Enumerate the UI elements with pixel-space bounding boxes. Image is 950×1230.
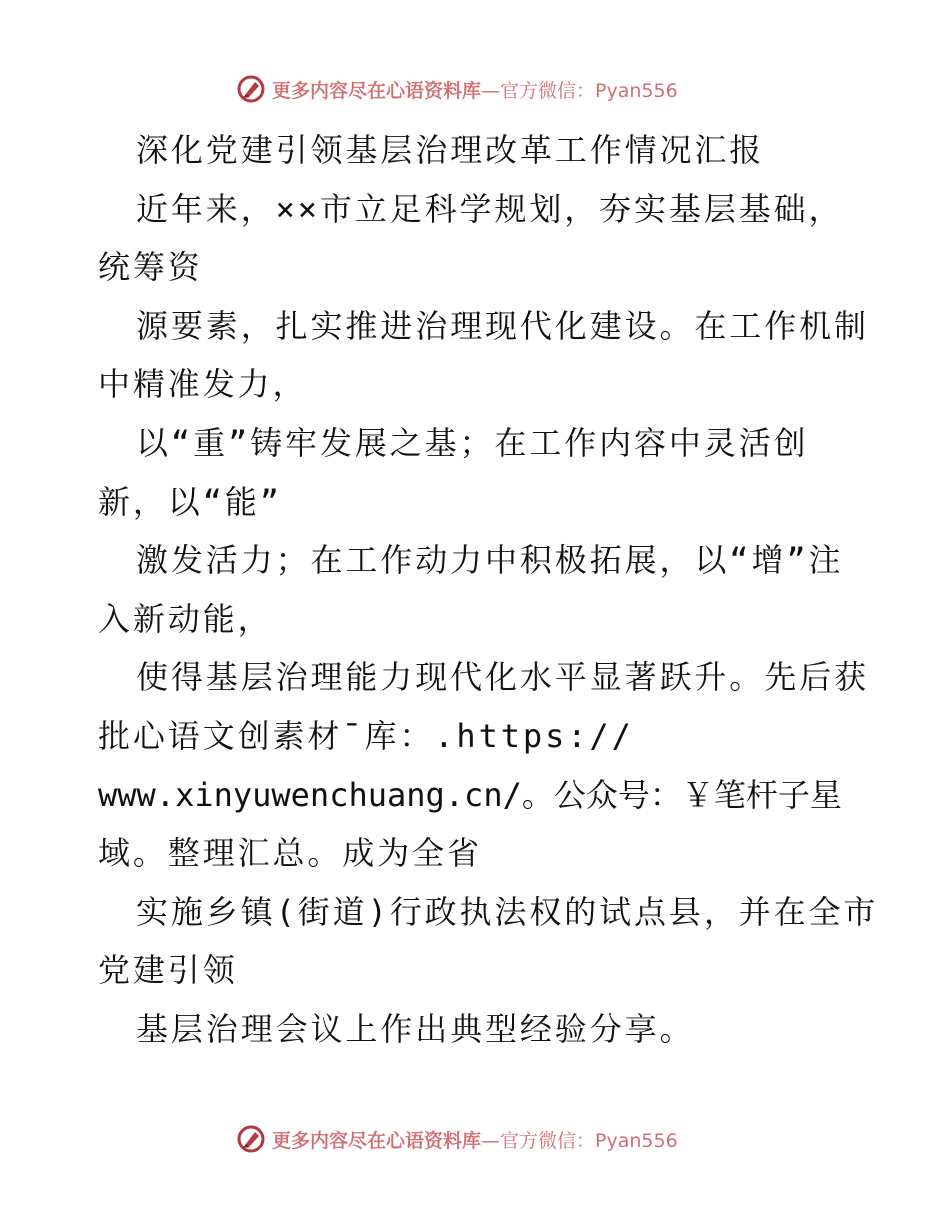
- paragraph-line: 近年来，××市立足科学规划，夯实基层基础，: [136, 189, 844, 228]
- paragraph-line: 批心语文创素材¯库：.https://: [98, 716, 634, 755]
- paragraph-line: 统筹资: [98, 248, 203, 287]
- paragraph-line: 激发活力；在工作动力中积极拓展，以“增”注: [136, 541, 844, 580]
- paragraph-line: 党建引领: [98, 951, 238, 990]
- watermark-brand-text: 更多内容尽在心语资料库: [272, 79, 482, 102]
- pen-nib-icon: [236, 74, 266, 104]
- watermark-contact-text: —官方微信：Pyan556: [481, 79, 678, 102]
- pen-nib-icon: [236, 1124, 266, 1154]
- document-body: [98, 121, 879, 1059]
- paragraph-line: 新，以“能”: [98, 482, 282, 521]
- footer-watermark: [236, 1122, 678, 1156]
- paragraph-line: 实施乡镇(街道)行政执法权的试点县，并在全市: [136, 892, 879, 931]
- paragraph-line: 源要素，扎实推进治理现代化建设。在工作机制: [136, 306, 869, 345]
- paragraph-line: 基层治理会议上作出典型经验分享。: [136, 1009, 695, 1048]
- paragraph-line: 以“重”铸牢发展之基；在工作内容中灵活创: [136, 423, 809, 462]
- paragraph-line: 入新动能，: [98, 599, 273, 638]
- paragraph-line: 使得基层治理能力现代化水平显著跃升。先后获: [136, 658, 869, 697]
- paragraph-line: 域。整理汇总。成为全省: [98, 834, 482, 873]
- paragraph-line: 中精准发力，: [98, 365, 308, 404]
- watermark-brand-text: 更多内容尽在心语资料库: [272, 1129, 482, 1152]
- document-title: 深化党建引领基层治理改革工作情况汇报: [136, 131, 765, 169]
- paragraph-line: www.xinyuwenchuang.cn/。公众号：￥笔杆子星: [98, 775, 842, 814]
- watermark-contact-text: —官方微信：Pyan556: [481, 1129, 678, 1152]
- header-watermark: [236, 72, 678, 106]
